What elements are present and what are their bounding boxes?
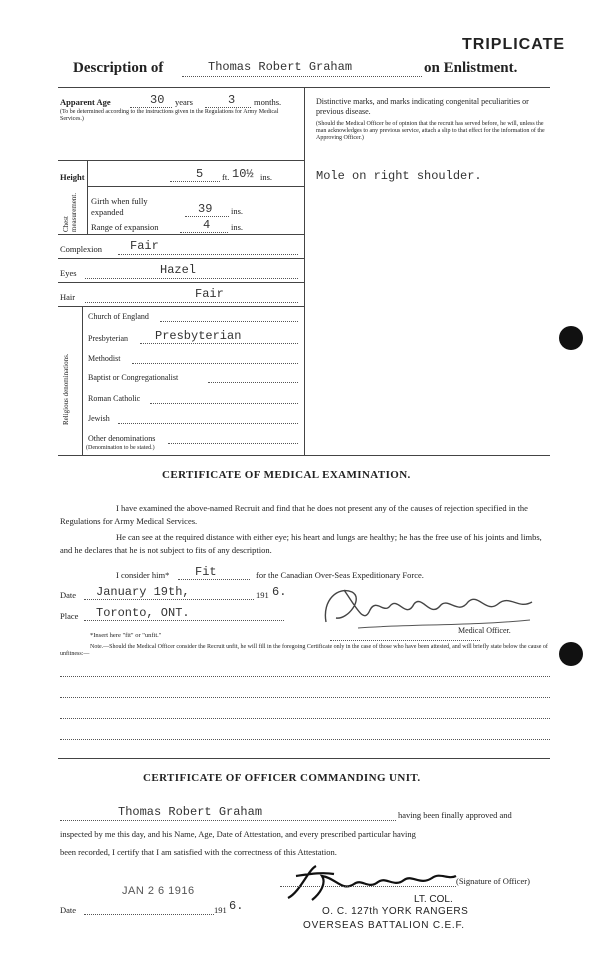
religion-methodist-line	[132, 363, 298, 364]
commanding-line2: inspected by me this day, and his Name, Age, Date of Attestation, and every prescribed particular having	[60, 829, 416, 839]
place-value: Toronto, ONT.	[96, 606, 190, 620]
marks-note: (Should the Medical Officer be of opinion that the recruit has served before, he will, unless the man acknowledges to any previous service, attach a slip to that effect for the information of the Approving Officer.)	[316, 121, 545, 141]
medical-date-label: Date	[60, 590, 77, 600]
hair-value: Fair	[195, 287, 224, 301]
commanding-date-year-digit: 6.	[229, 899, 244, 913]
girth-line	[185, 216, 229, 217]
consider-value: Fit	[195, 565, 217, 579]
signature-of-officer-label: (Signature of Officer)	[456, 876, 530, 886]
binder-hole-bottom	[559, 642, 583, 666]
recruit-name: Thomas Robert Graham	[208, 60, 353, 74]
range-value: 4	[203, 218, 211, 232]
months-label: months.	[254, 97, 282, 107]
consider-suffix: for the Canadian Over-Seas Expeditionary Force.	[256, 570, 424, 580]
medical-para2: He can see at the required distance with either eye; his heart and lungs are healthy; he has the free use of his joints and limbs, and he declares that he is not subject to fits of any description.	[60, 532, 542, 555]
unfitness-line-2	[60, 697, 550, 698]
ft-label: ft.	[222, 172, 230, 182]
medical-para1: I have examined the above-named Recruit and find that he does not present any of the causes of rejection specified in the Regulations for Army Medical Services.	[60, 503, 528, 526]
age-months: 3	[228, 93, 236, 107]
commanding-heading: CERTIFICATE OF OFFICER COMMANDING UNIT.	[143, 772, 421, 784]
place-line	[84, 620, 284, 621]
commanding-unit-line1: O. C. 127th YORK RANGERS	[322, 906, 469, 917]
girth-label: Girth when fully expanded	[91, 196, 148, 217]
commanding-date-line	[84, 914, 214, 915]
consider-label: I consider him*	[116, 570, 170, 580]
table-bottom-rule	[58, 455, 550, 456]
complexion-value: Fair	[130, 239, 159, 253]
age-rule	[58, 160, 304, 161]
medical-note: Note.—Should the Medical Officer consider the Recruit unfit, he will fill in the foregoing Certificate only in the case of those who have been attested, and will briefly state below the cause of unfitness:—	[60, 644, 548, 657]
religion-presbyterian-line	[140, 343, 298, 344]
consider-line	[178, 579, 250, 580]
commanding-line3: been recorded, I certify that I am satisfied with the correctness of this Attestation.	[60, 847, 337, 857]
age-note: (To be determined according to the instructions given in the Regulations for Army Medical Services.)	[60, 109, 279, 122]
hair-rule	[58, 306, 304, 307]
ins-label-girth: ins.	[231, 206, 244, 216]
religion-jewish-line	[118, 423, 298, 424]
title-name-line	[182, 76, 422, 77]
marks-value: Mole on right shoulder.	[316, 169, 482, 183]
height-divider	[87, 160, 88, 234]
religion-church-of-england-line	[160, 321, 298, 322]
triplicate-stamp: TRIPLICATE	[462, 36, 566, 53]
eyes-value: Hazel	[160, 263, 197, 277]
height-in: 10½	[232, 167, 254, 181]
age-years-line	[130, 107, 172, 108]
table-center-divider	[304, 87, 305, 455]
complexion-label: Complexion	[60, 244, 103, 254]
religion-roman-catholic-label: Roman Catholic	[88, 394, 141, 403]
commanding-top-rule	[58, 758, 550, 759]
range-label: Range of expansion	[91, 222, 159, 232]
height-ft: 5	[196, 167, 204, 181]
medical-officer-line	[330, 640, 480, 641]
range-line	[180, 232, 228, 233]
chest-rule	[58, 234, 304, 235]
medical-officer-label: Medical Officer.	[458, 626, 511, 635]
age-label: Apparent Age	[60, 97, 111, 107]
binder-hole-top	[559, 326, 583, 350]
commanding-date-label: Date	[60, 905, 77, 915]
medical-date-value: January 19th,	[96, 585, 190, 599]
title-suffix: on Enlistment.	[424, 60, 518, 76]
religion-group-label: Religious denominations.	[62, 353, 70, 425]
religion-baptist-line	[208, 382, 298, 383]
commanding-stamp-date: JAN 2 6 1916	[122, 885, 195, 897]
years-label: years	[175, 97, 193, 107]
religion-jewish-label: Jewish	[88, 414, 110, 423]
religion-other-label: Other denominations	[88, 434, 156, 443]
religion-roman-catholic-line	[150, 403, 298, 404]
complexion-line	[118, 254, 298, 255]
religion-divider	[82, 306, 83, 455]
commanding-name: Thomas Robert Graham	[118, 805, 263, 819]
hair-line	[85, 302, 298, 303]
age-months-line	[205, 107, 251, 108]
religion-presbyterian-label: Presbyterian	[88, 334, 128, 343]
height-rule	[87, 186, 304, 187]
religion-church-of-england-label: Church of England	[88, 312, 149, 321]
medical-date-year-prefix: 191	[256, 590, 269, 600]
religion-baptist-label: Baptist or Congregationalist	[88, 373, 179, 382]
medical-footnote: *Insert here "fit" or "unfit."	[90, 632, 162, 639]
unfitness-line-4	[60, 739, 550, 740]
medical-heading: CERTIFICATE OF MEDICAL EXAMINATION.	[162, 469, 411, 481]
title-prefix: Description of	[73, 60, 164, 76]
commanding-name-line	[60, 820, 396, 821]
signature-line	[280, 886, 456, 887]
medical-date-line	[84, 599, 254, 600]
place-label: Place	[60, 611, 79, 621]
eyes-label: Eyes	[60, 268, 77, 278]
height-ft-line	[170, 181, 220, 182]
marks-heading: Distinctive marks, and marks indicating congenital peculiarities or previous disease.	[316, 97, 529, 116]
height-label: Height	[60, 172, 85, 182]
commanding-date-year-prefix: 191	[214, 905, 227, 915]
denomination-note: (Denomination to be stated.)	[86, 445, 155, 451]
medical-date-year-digit: 6.	[272, 585, 287, 599]
hair-label: Hair	[60, 292, 76, 302]
girth-value: 39	[198, 202, 213, 216]
age-years: 30	[150, 93, 165, 107]
ins-label-range: ins.	[231, 222, 244, 232]
ins-label-height: ins.	[260, 172, 273, 182]
religion-presbyterian-value: Presbyterian	[155, 329, 242, 343]
commanding-rank: LT. COL.	[414, 894, 453, 905]
religion-methodist-label: Methodist	[88, 354, 121, 363]
unfitness-line-1	[60, 676, 550, 677]
commanding-line1-suffix: having been finally approved and	[398, 810, 512, 820]
eyes-rule	[58, 282, 304, 283]
medical-officer-signature	[318, 580, 558, 640]
complexion-rule	[58, 258, 304, 259]
religion-other-line	[168, 443, 298, 444]
commanding-unit-line2: OVERSEAS BATTALION C.E.F.	[303, 920, 465, 931]
eyes-line	[85, 278, 298, 279]
chest-group-label: Chest measurement.	[62, 192, 78, 232]
unfitness-line-3	[60, 718, 550, 719]
